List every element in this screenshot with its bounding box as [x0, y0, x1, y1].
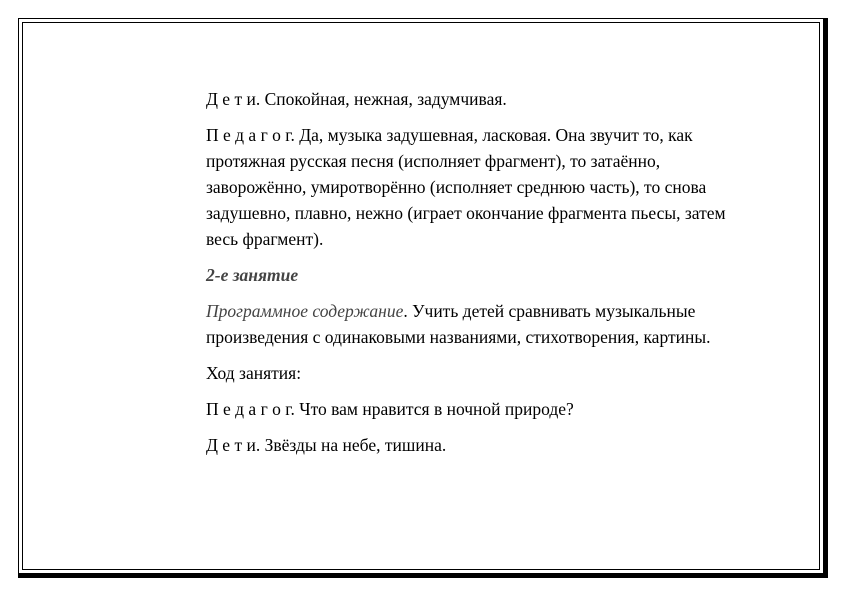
document-body — [206, 86, 736, 468]
speaker-children: Д е т и — [206, 435, 256, 455]
lesson-progress-title: Ход занятия: — [206, 363, 302, 383]
paragraph-text: . Что вам нравится в ночной природе? — [290, 399, 574, 419]
paragraph-text: . Да, музыка задушевная, ласковая. Она звучит то, как протяжная русская песня (исполняет фрагмент), то затаённо, заворожённо, умиротворённо (исполняет среднюю часть), то снова задушевно, плавно, нежно (играет окончание фрагмента пьесы, затем весь фрагмент). — [206, 125, 726, 249]
paragraph-text: . Спокойная, нежная, задумчивая. — [255, 89, 507, 109]
paragraph-children-answer-1 — [206, 86, 736, 112]
paragraph-teacher-1 — [206, 122, 736, 252]
paragraph-children-answer-2 — [206, 432, 736, 458]
lesson-heading: 2-е занятие — [206, 265, 299, 285]
paragraph-text: . Учить детей сравнивать музыкальные произведения с одинаковыми названиями, стихотворения, картины. — [206, 301, 711, 347]
speaker-teacher: П е д а г о г — [206, 125, 291, 145]
paragraph-text: . Звёзды на небе, тишина. — [255, 435, 447, 455]
paragraph-program-content — [206, 298, 736, 350]
speaker-children: Д е т и — [206, 89, 256, 109]
paragraph-teacher-2 — [206, 396, 736, 422]
speaker-teacher: П е д а г о г — [206, 399, 291, 419]
program-content-label: Программное содержание — [206, 301, 404, 321]
